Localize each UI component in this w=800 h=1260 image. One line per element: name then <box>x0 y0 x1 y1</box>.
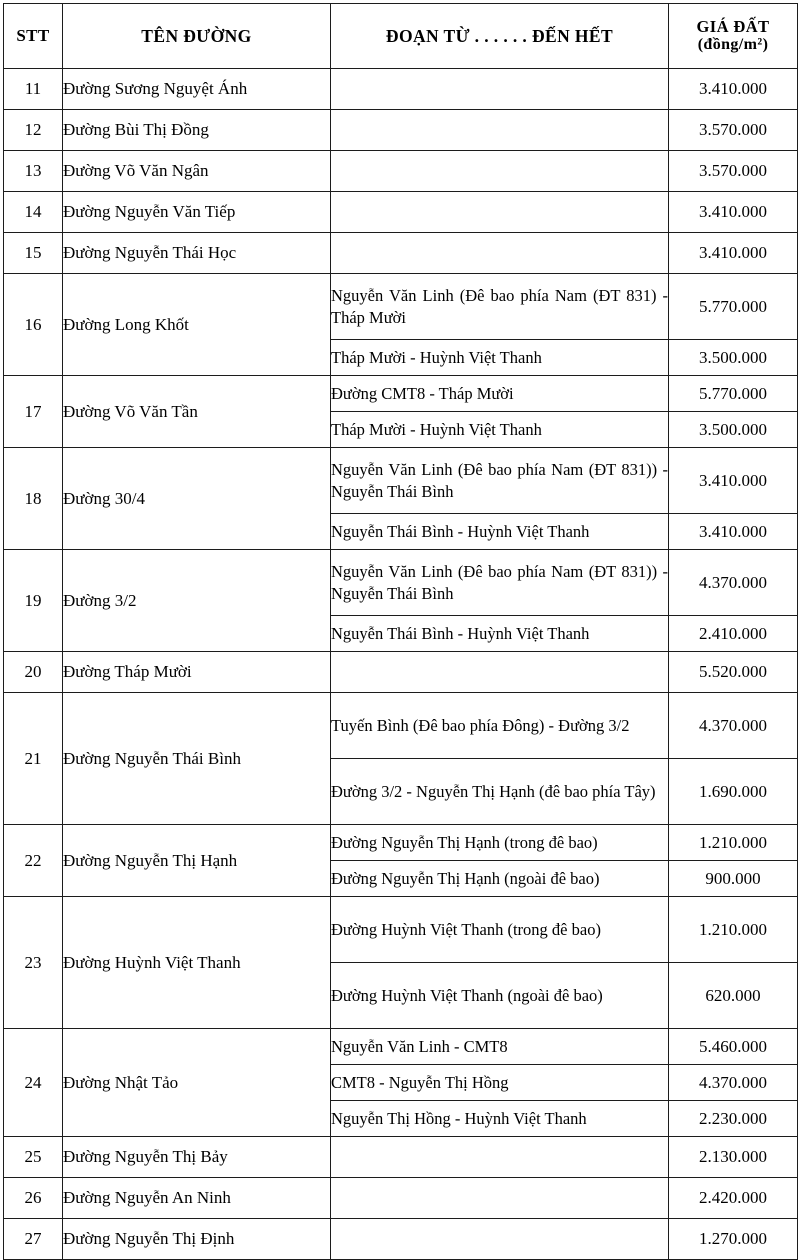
cell-stt: 19 <box>4 550 63 652</box>
cell-stt: 23 <box>4 897 63 1029</box>
table-row <box>4 693 798 759</box>
cell-price: 1.270.000 <box>669 1219 798 1260</box>
column-header-price <box>669 4 798 69</box>
cell-price: 4.370.000 <box>669 550 798 616</box>
cell-street-name: Đường 3/2 <box>63 550 331 652</box>
cell-segment <box>331 151 669 192</box>
cell-segment <box>331 1178 669 1219</box>
cell-segment <box>331 1219 669 1260</box>
cell-segment: Tháp Mười - Huỳnh Việt Thanh <box>331 340 669 376</box>
cell-stt: 16 <box>4 274 63 376</box>
cell-price: 5.770.000 <box>669 274 798 340</box>
cell-segment: Đường Huỳnh Việt Thanh (trong đê bao) <box>331 897 669 963</box>
cell-price: 5.460.000 <box>669 1029 798 1065</box>
cell-price: 620.000 <box>669 963 798 1029</box>
cell-price: 3.410.000 <box>669 192 798 233</box>
cell-segment: Đường Nguyễn Thị Hạnh (ngoài đê bao) <box>331 861 669 897</box>
cell-street-name: Đường 30/4 <box>63 448 331 550</box>
cell-segment <box>331 233 669 274</box>
cell-segment: Nguyễn Thái Bình - Huỳnh Việt Thanh <box>331 616 669 652</box>
cell-price: 3.570.000 <box>669 110 798 151</box>
cell-street-name: Đường Võ Văn Ngân <box>63 151 331 192</box>
cell-price: 3.410.000 <box>669 448 798 514</box>
table-header <box>4 4 798 69</box>
table-row <box>4 825 798 861</box>
cell-segment <box>331 192 669 233</box>
column-header-name: TÊN ĐƯỜNG <box>63 4 331 69</box>
cell-street-name: Đường Long Khốt <box>63 274 331 376</box>
table-row <box>4 550 798 616</box>
cell-stt: 15 <box>4 233 63 274</box>
cell-segment: Nguyễn Văn Linh (Đê bao phía Nam (ĐT 831)) - Nguyễn Thái Bình <box>331 448 669 514</box>
cell-stt: 26 <box>4 1178 63 1219</box>
cell-segment <box>331 652 669 693</box>
cell-segment <box>331 1137 669 1178</box>
table-row <box>4 652 798 693</box>
cell-stt: 11 <box>4 69 63 110</box>
cell-stt: 18 <box>4 448 63 550</box>
cell-street-name: Đường Nguyễn Thái Học <box>63 233 331 274</box>
cell-street-name: Đường Tháp Mười <box>63 652 331 693</box>
cell-price: 2.130.000 <box>669 1137 798 1178</box>
cell-stt: 27 <box>4 1219 63 1260</box>
table-row <box>4 233 798 274</box>
table-row <box>4 448 798 514</box>
table-row <box>4 69 798 110</box>
cell-price: 3.500.000 <box>669 340 798 376</box>
cell-street-name: Đường Nguyễn Thái Bình <box>63 693 331 825</box>
table-row <box>4 1219 798 1260</box>
cell-price: 2.420.000 <box>669 1178 798 1219</box>
cell-price: 4.370.000 <box>669 693 798 759</box>
cell-stt: 17 <box>4 376 63 448</box>
table-row <box>4 376 798 412</box>
table-row <box>4 274 798 340</box>
cell-segment: Nguyễn Văn Linh - CMT8 <box>331 1029 669 1065</box>
cell-street-name: Đường Bùi Thị Đồng <box>63 110 331 151</box>
cell-segment: CMT8 - Nguyễn Thị Hồng <box>331 1065 669 1101</box>
cell-street-name: Đường Nguyễn Thị Bảy <box>63 1137 331 1178</box>
cell-price: 5.520.000 <box>669 652 798 693</box>
cell-street-name: Đường Nguyễn Thị Định <box>63 1219 331 1260</box>
cell-segment: Nguyễn Thái Bình - Huỳnh Việt Thanh <box>331 514 669 550</box>
cell-segment: Nguyễn Văn Linh (Đê bao phía Nam (ĐT 831) - Tháp Mười <box>331 274 669 340</box>
cell-segment: Đường Nguyễn Thị Hạnh (trong đê bao) <box>331 825 669 861</box>
cell-price: 2.410.000 <box>669 616 798 652</box>
cell-stt: 12 <box>4 110 63 151</box>
cell-street-name: Đường Huỳnh Việt Thanh <box>63 897 331 1029</box>
cell-segment <box>331 69 669 110</box>
cell-segment <box>331 110 669 151</box>
cell-segment: Đường CMT8 - Tháp Mười <box>331 376 669 412</box>
cell-street-name: Đường Sương Nguyệt Ánh <box>63 69 331 110</box>
cell-price: 1.210.000 <box>669 825 798 861</box>
cell-segment: Tuyến Bình (Đê bao phía Đông) - Đường 3/2 <box>331 693 669 759</box>
column-header-stt: STT <box>4 4 63 69</box>
cell-street-name: Đường Võ Văn Tần <box>63 376 331 448</box>
table-body <box>4 69 798 1260</box>
cell-price: 1.210.000 <box>669 897 798 963</box>
cell-price: 900.000 <box>669 861 798 897</box>
cell-segment: Nguyễn Thị Hồng - Huỳnh Việt Thanh <box>331 1101 669 1137</box>
price-header-main: GIÁ ĐẤT <box>696 16 770 36</box>
cell-stt: 24 <box>4 1029 63 1137</box>
price-header-unit: (đồng/m²) <box>697 36 769 54</box>
cell-street-name: Đường Nhật Tảo <box>63 1029 331 1137</box>
cell-price: 3.410.000 <box>669 233 798 274</box>
cell-stt: 21 <box>4 693 63 825</box>
table-row <box>4 897 798 963</box>
header-row <box>4 4 798 69</box>
cell-price: 3.500.000 <box>669 412 798 448</box>
cell-price: 1.690.000 <box>669 759 798 825</box>
cell-segment: Nguyễn Văn Linh (Đê bao phía Nam (ĐT 831)) - Nguyễn Thái Bình <box>331 550 669 616</box>
cell-price: 3.570.000 <box>669 151 798 192</box>
cell-price: 2.230.000 <box>669 1101 798 1137</box>
table-row <box>4 110 798 151</box>
cell-street-name: Đường Nguyễn Văn Tiếp <box>63 192 331 233</box>
cell-street-name: Đường Nguyễn Thị Hạnh <box>63 825 331 897</box>
cell-stt: 13 <box>4 151 63 192</box>
cell-price: 3.410.000 <box>669 514 798 550</box>
cell-stt: 20 <box>4 652 63 693</box>
cell-price: 3.410.000 <box>669 69 798 110</box>
cell-segment: Đường 3/2 - Nguyễn Thị Hạnh (đê bao phía Tây) <box>331 759 669 825</box>
land-price-table <box>3 3 798 1260</box>
column-header-segment: ĐOẠN TỪ . . . . . . ĐẾN HẾT <box>331 4 669 69</box>
table-row <box>4 1137 798 1178</box>
cell-price: 4.370.000 <box>669 1065 798 1101</box>
cell-price: 5.770.000 <box>669 376 798 412</box>
table-row <box>4 192 798 233</box>
cell-street-name: Đường Nguyễn An Ninh <box>63 1178 331 1219</box>
cell-stt: 14 <box>4 192 63 233</box>
cell-segment: Tháp Mười - Huỳnh Việt Thanh <box>331 412 669 448</box>
cell-stt: 25 <box>4 1137 63 1178</box>
cell-segment: Đường Huỳnh Việt Thanh (ngoài đê bao) <box>331 963 669 1029</box>
table-row <box>4 1178 798 1219</box>
cell-stt: 22 <box>4 825 63 897</box>
table-row <box>4 1029 798 1065</box>
table-row <box>4 151 798 192</box>
